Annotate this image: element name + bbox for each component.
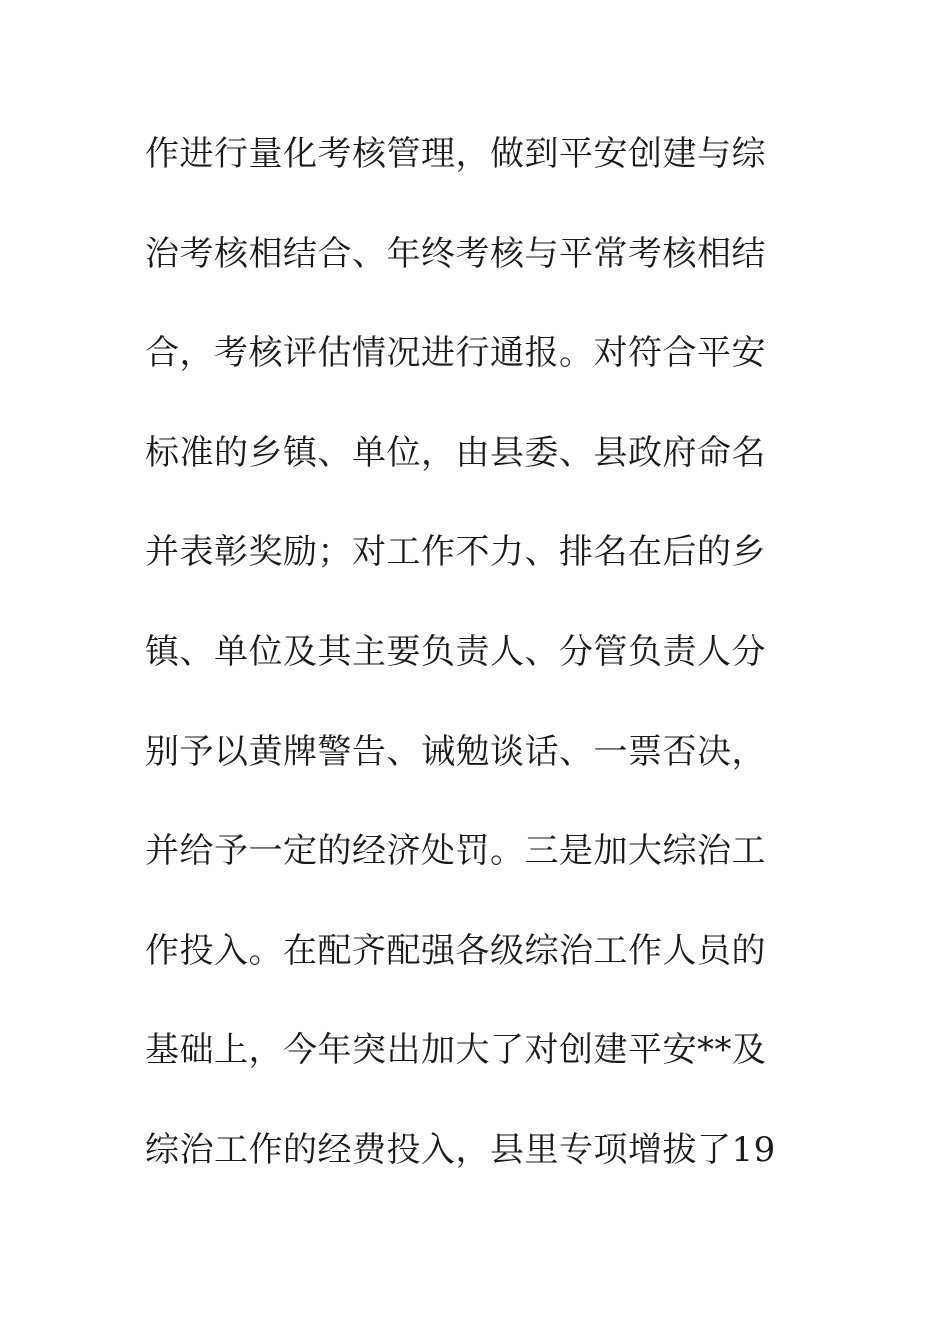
text-line-7: 别予以黄牌警告、诫勉谈话、一票否决， [145,731,766,772]
text-line-11: 综治工作的经费投入，县里专项增拔了19 [145,1129,776,1170]
text-line-5: 并表彰奖励；对工作不力、排名在后的乡 [145,532,766,573]
body-text [145,126,845,1222]
text-line-3: 合，考核评估情况进行通报。对符合平安 [145,333,766,374]
text-line-6: 镇、单位及其主要负责人、分管负责人分 [145,631,766,672]
text-line-8: 并给予一定的经济处罚。三是加大综治工 [145,831,766,872]
text-line-9: 作投入。在配齐配强各级综治工作人员的 [145,930,766,971]
text-line-2: 治考核相结合、年终考核与平常考核相结 [145,233,766,274]
text-line-10: 基础上，今年突出加大了对创建平安**及 [145,1030,767,1071]
text-line-1: 作进行量化考核管理，做到平安创建与综 [145,134,766,174]
text-line-4: 标准的乡镇、单位，由县委、县政府命名 [145,432,766,473]
